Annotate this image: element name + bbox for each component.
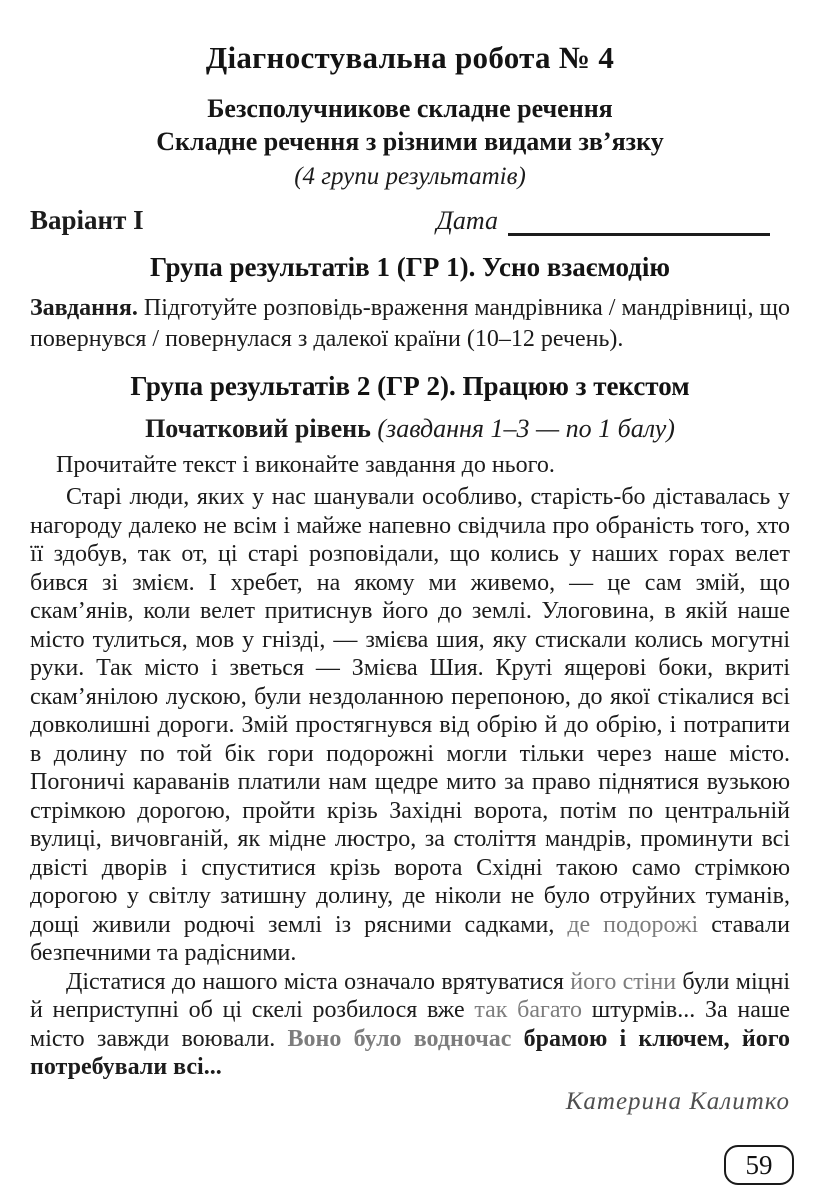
page-number: 59 <box>745 1149 773 1180</box>
text-segment: Старі люди, яких у нас шанували особливо, старість-бо діставалась у нагороду далеко не всім і майже напевно свідчила про обраність того, хто її здобув, так от, ці старі розповідали, що колись у наших горах велет бився зі змієм. І хребет, на якому ми живемо, — це сам змій, що скам’янів, коли велет притиснув його до землі. Улоговина, в якій наше місто тулиться, мов у гнізді, — змієва шия, яку стискали колись могутні руки. Так місто і зветься — Змієва Шия. Круті ящерові боки, вкриті скам’янілою лускою, були нездоланною перепоною, до якої стікалися всі довколишні дороги. Змій простягнувся від обрію й до обрію, і потрапити в долину по той бік гори подорожні могли тільки через наше місто. Погоничі караванів платили нам щедре мито за право піднятися вузькою стрімкою дорогою, пройти крізь Західні ворота, потім по центральній вулиці, вичовганій, як мідне люстро, за століття мандрів, проминути всі двісті дворів і спуститися крізь ворота Східні такою само стрімкою дорогою у світлу затишну долину, де ніколи не було отруйних туманів, дощі живили родючі землі із рясними садками, <box>30 484 790 938</box>
reading-text <box>30 483 790 1082</box>
page-number-badge <box>724 1145 794 1185</box>
text-segment: ставали безпечними та радісними. <box>30 911 790 966</box>
text-segment: були міцні й неприступні об ці скелі розбилося вже <box>30 968 790 1023</box>
text-segment: брамою і ключем, його потребували всі... <box>30 1025 791 1080</box>
text-segment: Дістатися до нашого міста означало врятуватися <box>66 968 571 995</box>
reading-paragraph-1 <box>30 483 790 968</box>
results-groups-note: (4 групи результатів) <box>294 163 526 190</box>
task-label: Завдання. <box>30 295 138 321</box>
date-group <box>436 206 770 236</box>
instruction-line: Прочитайте текст і виконайте завдання до нього. <box>56 452 555 478</box>
text-segment: так багато <box>474 997 583 1023</box>
variant-date-row <box>30 205 790 236</box>
date-blank-line <box>508 209 770 236</box>
group2-heading: Група результатів 2 (ГР 2). Працюю з текстом <box>130 371 690 401</box>
work-title: Діагностувальна робота № 4 <box>205 40 615 75</box>
topic-line-1: Безсполучникове складне речення <box>207 94 613 123</box>
level-heading <box>30 414 790 444</box>
text-segment: його стіни <box>570 968 677 995</box>
group1-heading: Група результатів 1 (ГР 1). Усно взаємодію <box>150 252 670 282</box>
topic-line-2: Складне речення з різними видами зв’язку <box>156 127 664 156</box>
level-heading-bold: Початковий рівень <box>145 414 378 443</box>
text-segment: Воно було водночас <box>287 1025 512 1052</box>
author-name: Катерина Калитко <box>565 1087 790 1115</box>
text-segment: штурмів... За наше місто завжди воювали. <box>30 997 790 1052</box>
task-paragraph <box>30 293 790 355</box>
task-text: Підготуйте розповідь-враження мандрівника / мандрівниці, що повернувся / повернулася з далекої країни (10–12 речень). <box>30 295 790 352</box>
page-content <box>30 40 790 1116</box>
level-heading-italic: (завдання 1–3 — по 1 балу) <box>377 414 675 443</box>
text-segment: де подорожі <box>567 911 699 938</box>
reading-paragraph-2 <box>30 968 790 1082</box>
variant-label: Варіант І <box>30 205 144 235</box>
date-label: Дата <box>436 206 498 235</box>
